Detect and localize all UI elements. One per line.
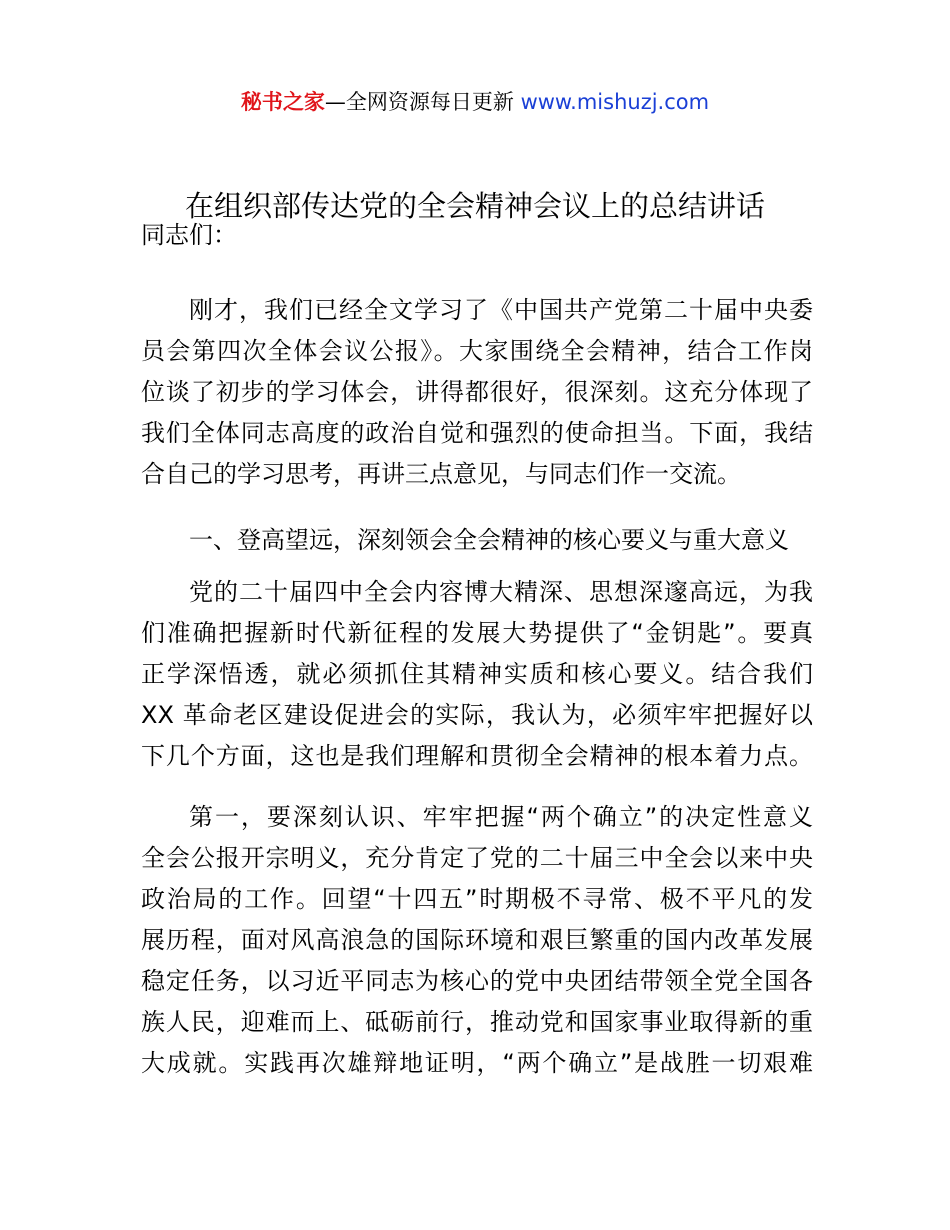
paragraph-line: 族人民，迎难而上、砥砺前行，推动党和国家事业取得新的重 <box>141 1008 813 1036</box>
salutation: 同志们： <box>141 221 237 249</box>
paragraph-line: 合自己的学习思考，再讲三点意见，与同志们作一交流。 <box>141 460 741 488</box>
section-heading-1: 一、登高望远，深刻领会全会精神的核心要义与重大意义 <box>189 526 789 554</box>
paragraph-line: 员会第四次全体会议公报》。大家围绕全会精神，结合工作岗 <box>141 337 813 365</box>
paragraph-line: 大成就。实践再次雄辩地证明，“两个确立”是战胜一切艰难 <box>141 1049 813 1077</box>
paragraph-line: 下几个方面，这也是我们理解和贯彻全会精神的根本着力点。 <box>141 742 813 770</box>
paragraph-line: 全会公报开宗明义，充分肯定了党的二十届三中全会以来中央 <box>141 844 813 872</box>
paragraph-line: 位谈了初步的学习体会，讲得都很好，很深刻。这充分体现了 <box>141 378 813 406</box>
paragraph-line: 稳定任务，以习近平同志为核心的党中央团结带领全党全国各 <box>141 967 813 995</box>
paragraph-1 <box>141 290 813 495</box>
site-url-link[interactable]: www.mishuzj.com <box>520 90 710 114</box>
paragraph-line: 展历程，面对风高浪急的国际环境和艰巨繁重的国内改革发展 <box>141 926 813 954</box>
paragraph-line: 政治局的工作。回望“十四五”时期极不寻常、极不平凡的发 <box>141 885 813 913</box>
paragraph-line: 正学深悟透，就必须抓住其精神实质和核心要义。结合我们 <box>141 660 813 688</box>
paragraph-line: 党的二十届四中全会内容博大精深、思想深邃高远，为我 <box>189 578 813 606</box>
paragraph-line: 刚才，我们已经全文学习了《中国共产党第二十届中央委 <box>189 296 813 324</box>
paragraph-line: XX 革命老区建设促进会的实际，我认为，必须牢牢把握好以 <box>141 701 813 729</box>
paragraph-2 <box>141 572 813 777</box>
document-title: 在组织部传达党的全会精神会议上的总结讲话 <box>184 189 765 223</box>
paragraph-line: 我们全体同志高度的政治自觉和强烈的使命担当。下面，我结 <box>141 419 813 447</box>
paragraph-line: 们准确把握新时代新征程的发展大势提供了“金钥匙”。要真 <box>141 619 813 647</box>
subheading-line: 第一，要深刻认识、牢牢把握“两个确立”的决定性意义 <box>189 803 813 831</box>
paragraph-3 <box>141 797 813 1084</box>
site-banner <box>0 88 950 116</box>
brand-name: 秘书之家 <box>240 90 325 114</box>
banner-tagline: —全网资源每日更新 <box>324 90 521 114</box>
